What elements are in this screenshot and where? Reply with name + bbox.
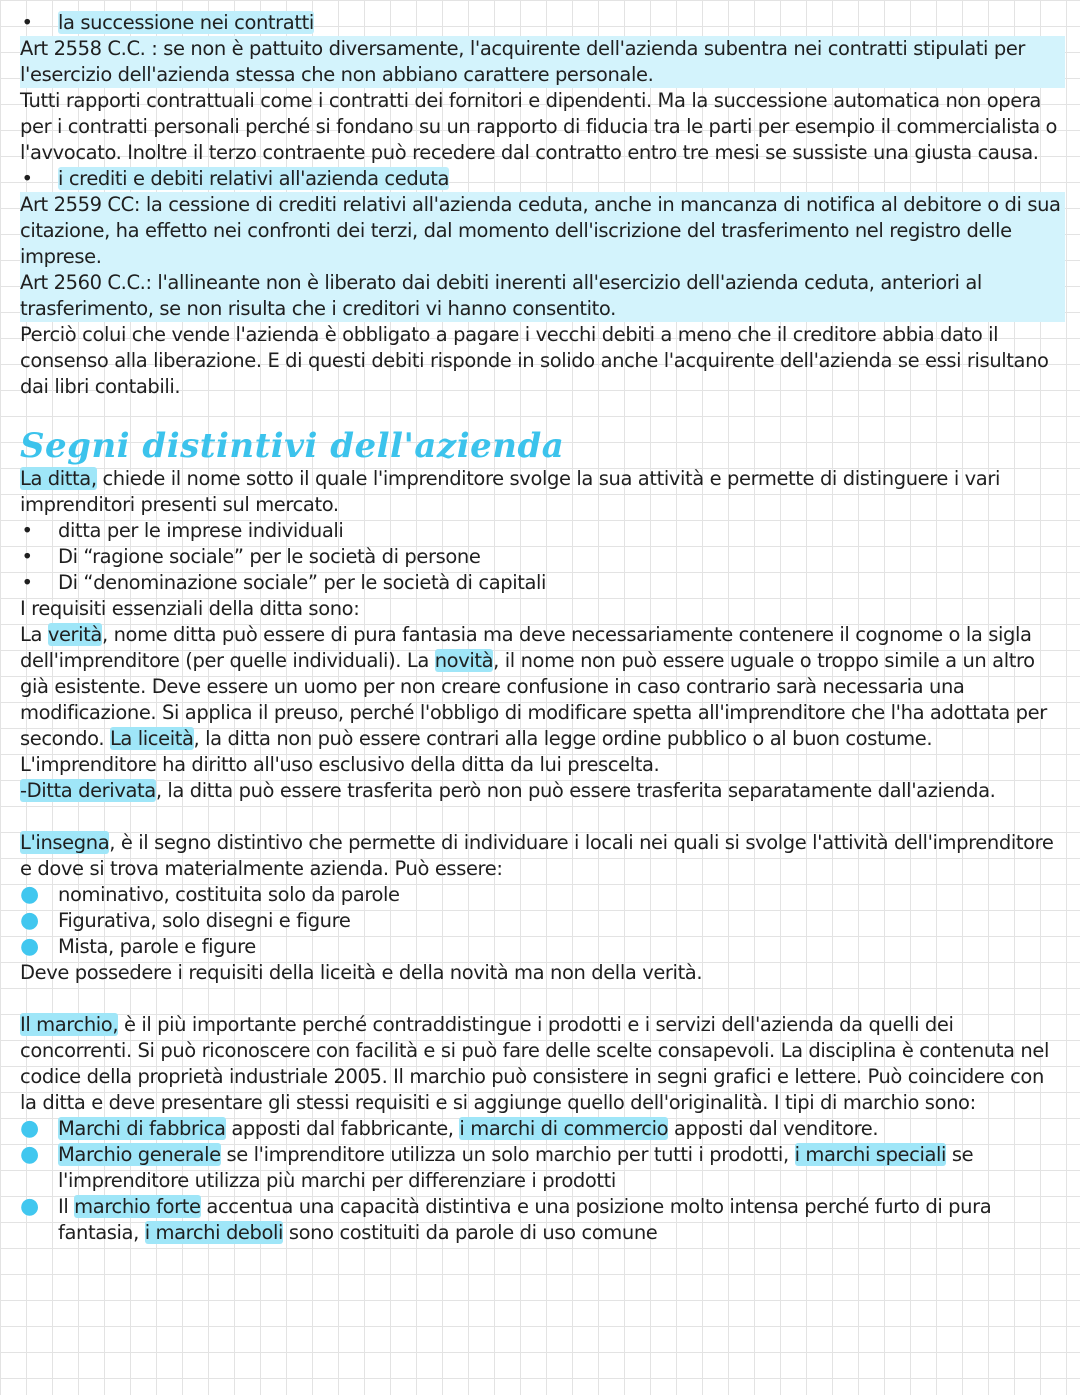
bullet-blue-dot-icon: ● bbox=[20, 934, 39, 959]
list-item: • Di “denominazione sociale” per le società di capitali bbox=[21, 571, 547, 594]
insegna-requirements: Deve possedere i requisiti della liceità e della novità ma non della verità. bbox=[20, 961, 703, 984]
marchio-definition: Il marchio, è il più importante perché contraddistingue i prodotti e i servizi dell'azienda da quelli dei concorrenti. Si può riconoscere con facilità e si può fare delle scelte consapevoli. La disciplina è contenuta nel codice della proprietà industriale 2005. Il marchio può consistere in segni grafici e lettere. Può coincidere con la ditta e deve presentare gli stessi requisiti e si aggiunge quello dell'originalità. I tipi di marchio sono: bbox=[20, 1013, 1049, 1114]
list-item: ● nominativo, costituita solo da parole bbox=[20, 882, 400, 907]
list-item: ● Il marchio forte accentua una capacità distintiva e una posizione molto intensa perché furto di pura fantasia, i marchi deboli sono costituiti da parole di uso comune bbox=[20, 1194, 992, 1244]
list-item: • ditta per le imprese individuali bbox=[21, 519, 344, 542]
bullet-dot-icon: • bbox=[21, 519, 33, 542]
list-item: ● Marchio generale se l'imprenditore utilizza un solo marchio per tutti i prodotti, i marchi speciali se l'imprenditore utilizza più marchi per differenziare i prodotti bbox=[20, 1142, 974, 1192]
list-item: • Di “ragione sociale” per le società di persone bbox=[21, 545, 481, 568]
article-2558: Art 2558 C.C. : se non è pattuito diversamente, l'acquirente dell'azienda subentra nei contratti stipulati per l'esercizio dell'azienda stessa che non abbiano carattere personale. bbox=[20, 36, 1065, 88]
succession-text: Tutti rapporti contrattuali come i contratti dei fornitori e dipendenti. Ma la successione automatica non opera per i contratti personali perché si fondano su un rapporto di fiducia tra le parti per esempio il commercialista o l'avvocato. Inoltre il terzo contraente può recedere dal contratto entro tre mesi se sussiste una giusta causa. bbox=[20, 89, 1058, 164]
bullet-dot-icon: • bbox=[21, 11, 33, 34]
bullet-dot-icon: • bbox=[21, 545, 33, 568]
bullet-dot-icon: • bbox=[21, 167, 33, 190]
list-item: ● Mista, parole e figure bbox=[20, 934, 256, 959]
bullet-blue-dot-icon: ● bbox=[20, 1116, 39, 1141]
ditta-requirements-intro: I requisiti essenziali della ditta sono: bbox=[20, 597, 360, 620]
section-heading-credits: • i crediti e debiti relativi all'azienda ceduta bbox=[21, 167, 450, 190]
bullet-dot-icon: • bbox=[21, 571, 33, 594]
list-item: ● Figurativa, solo disegni e figure bbox=[20, 908, 351, 933]
credits-text: Perciò colui che vende l'azienda è obbligato a pagare i vecchi debiti a meno che il creditore abbia dato il consenso alla liberazione. E di questi debiti risponde in solido anche l'acquirente dell'azienda se essi risultano dai libri contabili. bbox=[20, 323, 1049, 398]
section-heading-succession: • la successione nei contratti bbox=[21, 11, 314, 34]
article-2559: Art 2559 CC: la cessione di crediti relativi all'azienda ceduta, anche in mancanza di notifica al debitore o di sua citazione, ha effetto nei confronti dei terzi, dal momento dell'iscrizione del trasferimento nel registro delle imprese. bbox=[20, 192, 1065, 270]
page-title: Segni distintivi dell'azienda bbox=[20, 426, 565, 466]
ditta-exclusive-use: L'imprenditore ha diritto all'uso esclusivo della ditta da lui prescelta. bbox=[20, 753, 660, 776]
bullet-blue-dot-icon: ● bbox=[20, 908, 39, 933]
bullet-blue-dot-icon: ● bbox=[20, 882, 39, 907]
insegna-definition: L'insegna, è il segno distintivo che permette di individuare i locali nei quali si svolge l'attività dell'imprenditore e dove si trova materialmente azienda. Può essere: bbox=[20, 831, 1054, 880]
bullet-blue-dot-icon: ● bbox=[20, 1142, 39, 1167]
ditta-derived: -Ditta derivata, la ditta può essere trasferita però non può essere trasferita separatamente dall'azienda. bbox=[20, 779, 996, 802]
article-2560: Art 2560 C.C.: l'allineante non è liberato dai debiti inerenti all'esercizio dell'azienda ceduta, anteriori al trasferimento, se non risulta che i creditori vi hanno consentito. bbox=[20, 270, 1065, 322]
notes-page bbox=[20, 10, 1065, 1246]
list-item: ● Marchi di fabbrica apposti dal fabbricante, i marchi di commercio apposti dal venditore. bbox=[20, 1116, 879, 1141]
ditta-definition: La ditta, chiede il nome sotto il quale l'imprenditore svolge la sua attività e permette di distinguere i vari imprenditori presenti sul mercato. bbox=[20, 467, 1000, 516]
ditta-requirements: La verità, nome ditta può essere di pura fantasia ma deve necessariamente contenere il cognome o la sigla dell'imprenditore (per quelle individuali). La novità, il nome non può essere uguale o troppo simile a un altro già esistente. Deve essere un uomo per non creare confusione in caso contrario sarà necessaria una modificazione. Si applica il preuso, perché l'obbligo di modificare spetta all'imprenditore che l'ha adottata per secondo. La liceità, la ditta non può essere contrari alla legge ordine pubblico o al buon costume. bbox=[20, 623, 1047, 750]
bullet-blue-dot-icon: ● bbox=[20, 1194, 39, 1219]
